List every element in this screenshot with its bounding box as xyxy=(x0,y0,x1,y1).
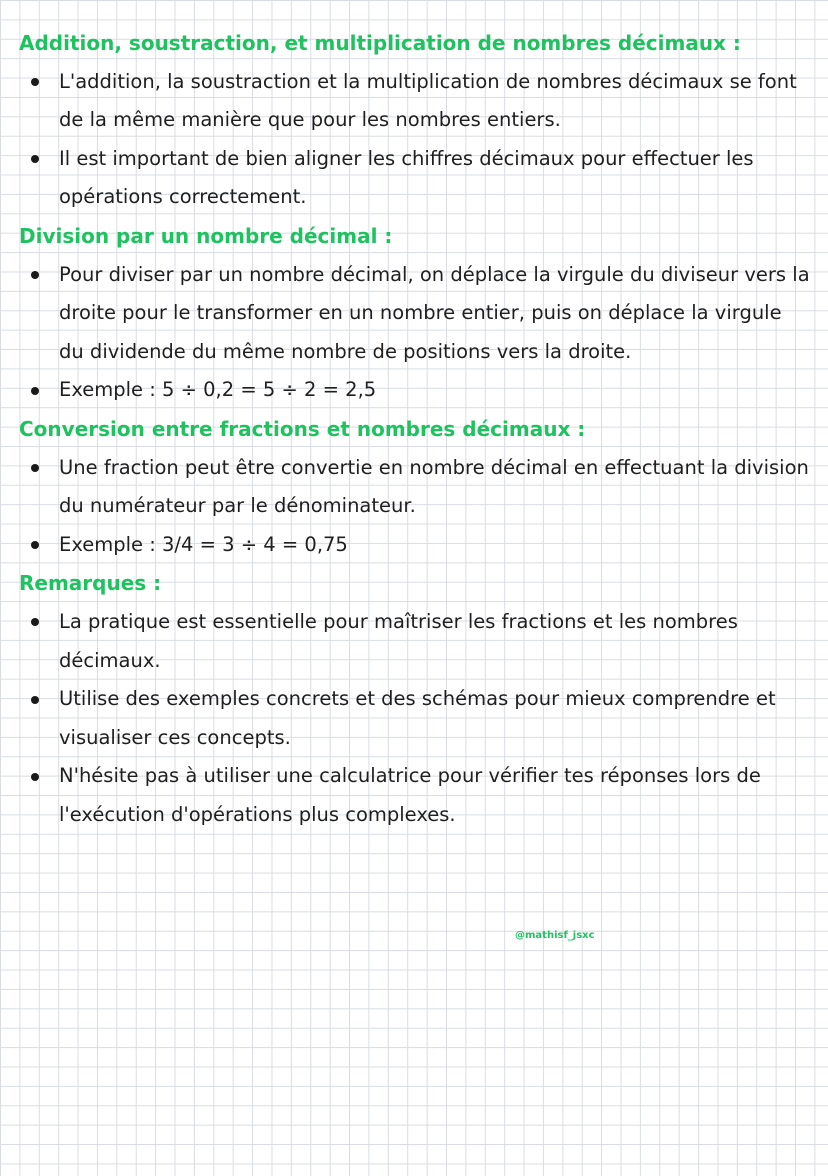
list-item xyxy=(0,140,828,217)
list-item xyxy=(0,526,828,565)
list-item xyxy=(0,680,828,757)
list-item xyxy=(0,757,828,834)
section-division xyxy=(0,217,828,410)
bullet-text: L'addition, la soustraction et la multiplication de nombres décimaux se font de la même manière que pour les nombres entiers. xyxy=(59,69,797,132)
section-heading: Division par un nombre décimal : xyxy=(19,223,393,248)
bullet-text: Pour diviser par un nombre décimal, on déplace la virgule du diviseur vers la droite pour le transformer en un nombre entier, puis on déplace la virgule du dividende du même nombre de positions vers la droite. xyxy=(59,262,810,363)
bullet-icon xyxy=(31,541,39,549)
section-conversion xyxy=(0,410,828,564)
section-remarques xyxy=(0,564,828,834)
document-page xyxy=(0,24,828,834)
section-heading: Remarques : xyxy=(19,571,162,596)
section-addition xyxy=(0,24,828,217)
list-item xyxy=(0,449,828,526)
list-item xyxy=(0,63,828,140)
bullet-text: Exemple : 5 ÷ 0,2 = 5 ÷ 2 = 2,5 xyxy=(59,378,377,402)
bullet-text: N'hésite pas à utiliser une calculatrice pour vérifier tes réponses lors de l'exécution d'opérations plus complexes. xyxy=(59,764,761,826)
bullet-list xyxy=(0,449,828,565)
bullet-list xyxy=(0,256,828,410)
bullet-text: Une fraction peut être convertie en nombre décimal en effectuant la division du numérateur par le dénominateur. xyxy=(59,455,809,518)
bullet-text: Exemple : 3/4 = 3 ÷ 4 = 0,75 xyxy=(59,532,348,556)
bullet-text: Utilise des exemples concrets et des schémas pour mieux comprendre et visualiser ces concepts. xyxy=(59,687,776,749)
bullet-icon xyxy=(31,773,39,781)
section-heading: Conversion entre fractions et nombres décimaux : xyxy=(19,416,586,441)
bullet-icon xyxy=(31,618,39,626)
bullet-text: La pratique est essentielle pour maîtriser les fractions et les nombres décimaux. xyxy=(59,609,738,672)
bullet-icon xyxy=(31,464,39,472)
bullet-icon xyxy=(31,271,39,279)
bullet-icon xyxy=(31,387,39,395)
section-heading: Addition, soustraction, et multiplication de nombres décimaux : xyxy=(19,31,741,55)
bullet-icon xyxy=(31,155,39,163)
bullet-text: Il est important de bien aligner les chiffres décimaux pour effectuer les opérations correctement. xyxy=(59,146,754,209)
bullet-list xyxy=(0,603,828,835)
bullet-icon xyxy=(31,78,39,86)
list-item xyxy=(0,371,828,410)
list-item xyxy=(0,603,828,680)
bullet-icon xyxy=(31,696,39,704)
bullet-list xyxy=(0,63,828,217)
watermark: @mathisf_jsxc xyxy=(515,930,595,941)
list-item xyxy=(0,256,828,372)
